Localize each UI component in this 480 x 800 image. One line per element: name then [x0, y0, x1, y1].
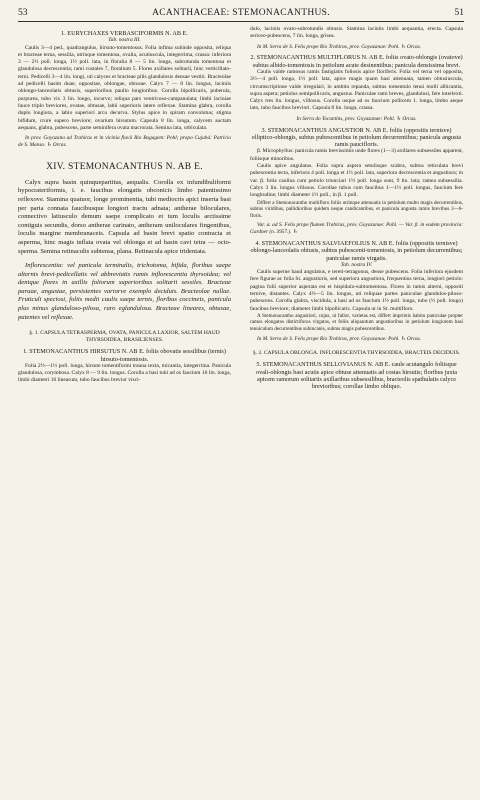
page-number-left: 53	[18, 8, 28, 18]
continued-text: dulo, laciniis ovato-subrotundis obtusis. Stamina laciniis limbi aequantia, erecta. Capsula sericeo-pubescens, 7 lin. longa, grisea.	[250, 26, 463, 40]
species-description: Caulis 3—4 ped., quadrangulus, hirsuto-tomentosus. Folia infima subinde opposita, reliqua et bracteae terna, sessilia, utrinque tomentosa, ovalia, acutiuscula, integerrima, crassa: inferiora 3 — 2½ poll. longa, 1½ poll. lata, in floralia 8 — 5 lin. longa, subrotunda tomentosa et glandulosa decrescentia; rami costales 7, floralium 5. Flores axillares solitarii, hinc verticillato-terni. Pedicelli 3—4 lin. longi, uti calyces et bracteae pilis glandulosis densae vestiti. Bracteolae ad pedicelli basim duae, oppositae, oblongae, obtusae. Calyx 7 — 8 lin. longus, laciniis oblongo-lanceolatis obtusis, superioribus paullo longioribus. Corolla bipollicaris, puberula, purpurea, tubo vix 3 lin. longo, incurvo; reliqua pars ventricoso-campanulata; limbi laciniae fauce triplo breviores, ovatae, obtusae, labii superioris latere reflexae. Stamina glabra, corolla duplo longiora, a labio superiori arcu decurva. Stylus apice in spiram convolutus; stigma bifidum, crure supero breviore; ovarium hirsutum. Capsula 8 lin. longa, calycem auctam aequans, glabra, pubescens, parte seminifera ovata macrorata. Semina lata, orbiculata.	[18, 44, 231, 131]
locality-note: In Serra do Tocantins, prov. Goyazanae: Pohl. ♄ Orcas.	[296, 115, 417, 122]
page-header	[18, 8, 464, 20]
locality-note: In M. Serra de S. Felis prope Rio Trahiras, prov. Goyazanae: Pohl. ♄ Orcas.	[257, 335, 421, 342]
species-heading: 2. STEMONACANTHUS MULTIFLORUS N. AB E. foliis ovato-oblongis (ovatove) subtus albido-tomentosis in petiolum acute desinentibus; panicula densissima brevi.	[250, 54, 463, 69]
species-heading: 1. EURYCHAXES VERBASCIFORMIS N. AB E.	[61, 30, 188, 37]
species-description: Caulis apice angulatus. Folia supra aspera setulisque scabra, subtus reticulata brevi pubescentia tecta, inferiora 4 poll. longa et 1½ poll. lata, superiora decrescentia et angustiora; in var. β. folia caulina cum petiolo triunciari 1½ poll. longa sunt, 9 lin. lata; ramea subsessilia. Calyx 3 lin. longus villosus. Corollae tubus cum faucibus 1—1½ poll. longus, faucium fere longitudine; limbi diameter 1½ poll., in β. 1 poll.	[250, 163, 463, 199]
section-heading: §. 2. CAPSULA OBLONGA. INFLORESCENTIA THYRSOIDEA, BRACTEIS DECIDUIS.	[252, 350, 461, 357]
species-heading: 3. STEMONACANTHUS ANGUSTIOR N. AB E. foliis (oppositis ternisve) elliptico-oblongis, subtus pubescentibus in petiolum decurrentibus; panicula angusta ramis paucifloris.	[252, 126, 461, 149]
species-description: Caulis superne haud angulatus, e tereti-tetragonus, dense pubescens. Folia inferiora ejusdem fere figurae ac folia St. angustioris, sed superiora angustiora, frequentius terna, longiori petiolo: pagina folii superior asperata est et hispidulo-subtomentosa. Flores in ramis alterni, oppositi ternive, distantes. Calyx 4½—5 lin. longus, uti reliquae partes paniculae glandulos-piloso-pubescens. Corolla glabra, viscidula, a basi ad os faucium 1½ poll. longa, tubo (½ poll. longo) faucibus breviore; diameter limbi bipollicaris. Capsula ut in St. multifloro.	[250, 269, 463, 312]
genus-description: Calyx supra basin quinquepartitus, aequalis. Corolla ex infundibuliformi hypocrateriformis, i. e. faucibus elongatis obconicis limbo patentissimo reflexove. Stamina quatuor, longe prominentia, tubi mediocris apici inserta basi per paria connata faucibusque longiori tractu adnata; antherae biloculares, connectivo latiusculo demum saepe complicato et tum loculis arctissime contiguis secundis, dorso antherae carinato, antheram uniloculares fingentibus, loculis margine membranaceis. Capsula ad basin brevi spatio contracta et asperma, hinc magis inflata ovata vel oblonga et ad basin cavi tetra — octo-sperma. Semina retinaculis subtensa, plana. Retinacula apice tridentata.	[18, 178, 231, 255]
comparison-note: Differt a Stemonacantho multifloro foliis utrinque attenuatis in petiolum multo magis decurrentibus, subtus viridibus, pallidioribus quidem neque candicantibus, et panicula angusta ramis brevibus 3—6-floris.	[250, 199, 463, 219]
species-heading: 4. STEMONACANTHUS SALVIAEFOLIUS N. AB E. foliis (oppositis ternisve) oblongo-lanceolatis obtusis, subtus pubescenti-tomentosis, in petiolum decurrentibus; paniculae ramis virgatis.	[250, 239, 463, 262]
section-heading: §. 1. CAPSULA TETRASPERMA, OVATA, PANICULA LAXIOR, SALTEM HAUD THYRSOIDEA, BRASILIENSES.	[29, 330, 220, 344]
left-column	[18, 26, 231, 385]
running-title: ACANTHACEAE: STEMONACANTHUS.	[152, 8, 330, 18]
species-description: Folia 2½—1½ poll. longa, hirsute tomentiformi trauna texta, micantia, integerrima. Panicula glandulosa, corymbosa. Calyx 8 — 9 lin. longus. Corolla a basi tubi ad os faucium 16 lin. longa, limbi diametri 16 linearum, tubo faucibus brevior visci-	[18, 362, 231, 384]
variety-note: β. Microphyllus: panicula ramis brevissimis unde flores (1—3) axillares subsessiles apparent, foliisque minoribus.	[250, 148, 463, 162]
species-description: Caulis valde ramosus ramis fastigiatis foliosis apice floriferis. Folia vel terna vel opposita, 3½—4 poll. longa, 1½ poll. lata, apice magis quam basi attenuata, tamen obtusiuscula, circumscriptione valde irregulari, in ambitu repanda, subtus tomentulo tenui molli albicantia, supra aspera; petiolus semipollicaris, angustus. Paniculae rami breves, glandulosi, fere interlexti. Calyx tres lin. longus, villosus. Corolla usque ad os faucium pollicem 1. longa, limbo aeque lato, tubo faucibus breviori. Capsula 8 lin. longa, crassa.	[250, 68, 463, 112]
locality-note: In M. Serra de S. Felis prope Rio Trahiras, prov. Goyazanae: Pohl. ♄ Orcas.	[257, 43, 421, 50]
plate-reference: Tab. nostra IV.	[340, 261, 373, 268]
genus-inflorescence: Inflorescentia: vel panicula terminalis, trichotoma, bifida, floribus saepe alternis brevi-pedicellatis vel abbreviatis ramis inflorescentia thyrsoidea; vel denique flores in axillis foliorum superioribus solitarii sessiles. Bracteae paruae, angustae, persistentes variorve exemplo deciduis. Bracteolae nullae. Fruticuli speciosi, foliis medii caulis saepe ternis, floribus coccineis, panicula plus minus glanduloso-pilosa, raro eglandulosa. Bracteae lineares, obtusae, patentes vel reflexae.	[18, 262, 231, 321]
plate-reference: Tab. nostra III.	[108, 37, 141, 44]
locality-note: In prov. Goyazana ad Trahiras et in vicinia fluvii Rio Bagagem: Pohl; propo Cujabá: Patricio de S. Manso. ♄ Orcas.	[18, 135, 231, 148]
species-heading: 5. STEMONACANTHUS SELLOVIANUS N. AB E. caule acutangulo foliisque ovali-oblongis basi acutis apice obtuse attenuatis ad costas hirsutis; floribus juxta apicem ramorum solitariis axillaribus subsessilibus, bracteolis spathulatis calyce brevioribus; corollae limbo obliquo.	[255, 361, 458, 391]
right-column	[250, 26, 463, 391]
species-heading: 1. STEMONACANTHUS HIRSUTUS N. AB E. foliis obovatis sessilibus (ternis) hirsuto-tomentosis.	[23, 348, 226, 363]
comparison-note: A Stemonacantho angustiori, cujus, ni fallor, varietas est, differt imprimis habitu paniculae propter ramos elongatos distictiforos virgatos, et foliis aliquantum angustioribus in petiolum longiorem basi tenuiculum decurrentibus subincanis, subtus magis pubescentibus.	[250, 312, 463, 333]
locality-note: Var. α. ad S. Felis prope flumen Trahiras, prov. Goyazanae: Pohl. — Var. β. in eadem provincia: Gardner (n. 3957.). ♄	[250, 222, 463, 236]
genus-heading: XIV. STEMONACANTHUS N. AB E.	[46, 161, 203, 172]
header-rule	[18, 21, 464, 22]
page-number-right: 51	[454, 8, 464, 18]
